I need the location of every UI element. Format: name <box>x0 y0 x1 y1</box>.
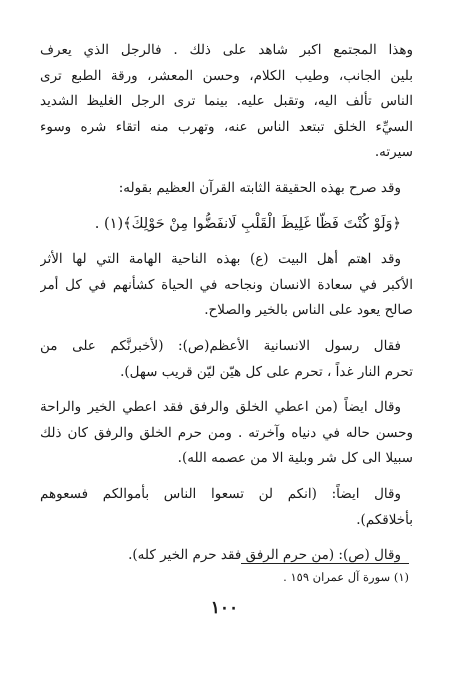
paragraph-1 <box>40 38 413 166</box>
footnote-divider <box>241 563 409 564</box>
text-line: وقال ايضاً (من اعطي الخلق والرفق فقد اعطي الخير والراحة <box>40 399 401 416</box>
paragraph-4 <box>40 334 413 385</box>
text-line: تحرم النار غداً ، تحرم على كل هيّن ليّن قريب سهل). <box>120 363 413 380</box>
text-line: وقال (ص): (من حرم الرفق فقد حرم الخير كله). <box>128 547 401 564</box>
text-line: بأخلاقكم). <box>356 511 413 528</box>
footnote: (١) سورة آل عمران ١٥٩ . <box>283 570 409 584</box>
text-line: وهذا المجتمع اكبر شاهد على ذلك . فالرجل الذي يعرف <box>40 42 413 58</box>
page-number: ١٠٠ <box>210 598 239 618</box>
paragraph-6 <box>40 482 413 533</box>
text-line: صالح يعود على الناس بالخير والصلاح. <box>204 302 413 319</box>
paragraph-5 <box>40 395 413 472</box>
text-line: سيرته. <box>374 144 413 161</box>
paragraph-3 <box>40 247 413 324</box>
text-line: الناس تألف اليه، وتقبل عليه. بينما ترى الرجل الغليظ الشديد <box>40 93 413 110</box>
quran-verse <box>40 212 413 238</box>
text-line: وقد اهتم أهل البيت (ع) بهذه الناحية الهامة التي لها الأثر <box>40 251 401 268</box>
text-line: وقد صرح بهذه الحقيقة الثابته القرآن العظيم بقوله: <box>118 179 401 196</box>
paragraph-7 <box>40 543 413 569</box>
text-line: السيِّء الخلق تبتعد الناس عنه، وتهرب منه اتقاء شره وسوء <box>40 118 413 135</box>
body-text <box>40 38 413 579</box>
text-line: فقال رسول الانسانية الأعظم(ص): (لأخبرنَّكم على من <box>40 337 401 354</box>
text-line: الأكبر في سعادة الانسان ونجاحه في الحياة كشأنهم في كل أمر <box>40 276 413 293</box>
text-line: وحسن حاله في دنياه وآخرته . ومن حرم الخلق والرفق كان ذلك <box>40 424 413 441</box>
verse-line: ﴿وَلَوْ كُنْتَ فَظًّا غَلِيظَ الْقَلْبِ لَانفَضُّوا مِنْ حَوْلِكَ﴾(١) . <box>94 215 401 232</box>
text-line: وقال ايضاً: (انكم لن تسعوا الناس بأموالكم فسعوهم <box>40 485 401 502</box>
text-line: بلين الجانب، وطيب الكلام، وحسن المعشر، ورقة الطبع ترى <box>40 67 413 84</box>
paragraph-2 <box>40 176 413 202</box>
text-line: سبيلا الى كل شر وبلية الا من عصمه الله). <box>177 450 413 467</box>
